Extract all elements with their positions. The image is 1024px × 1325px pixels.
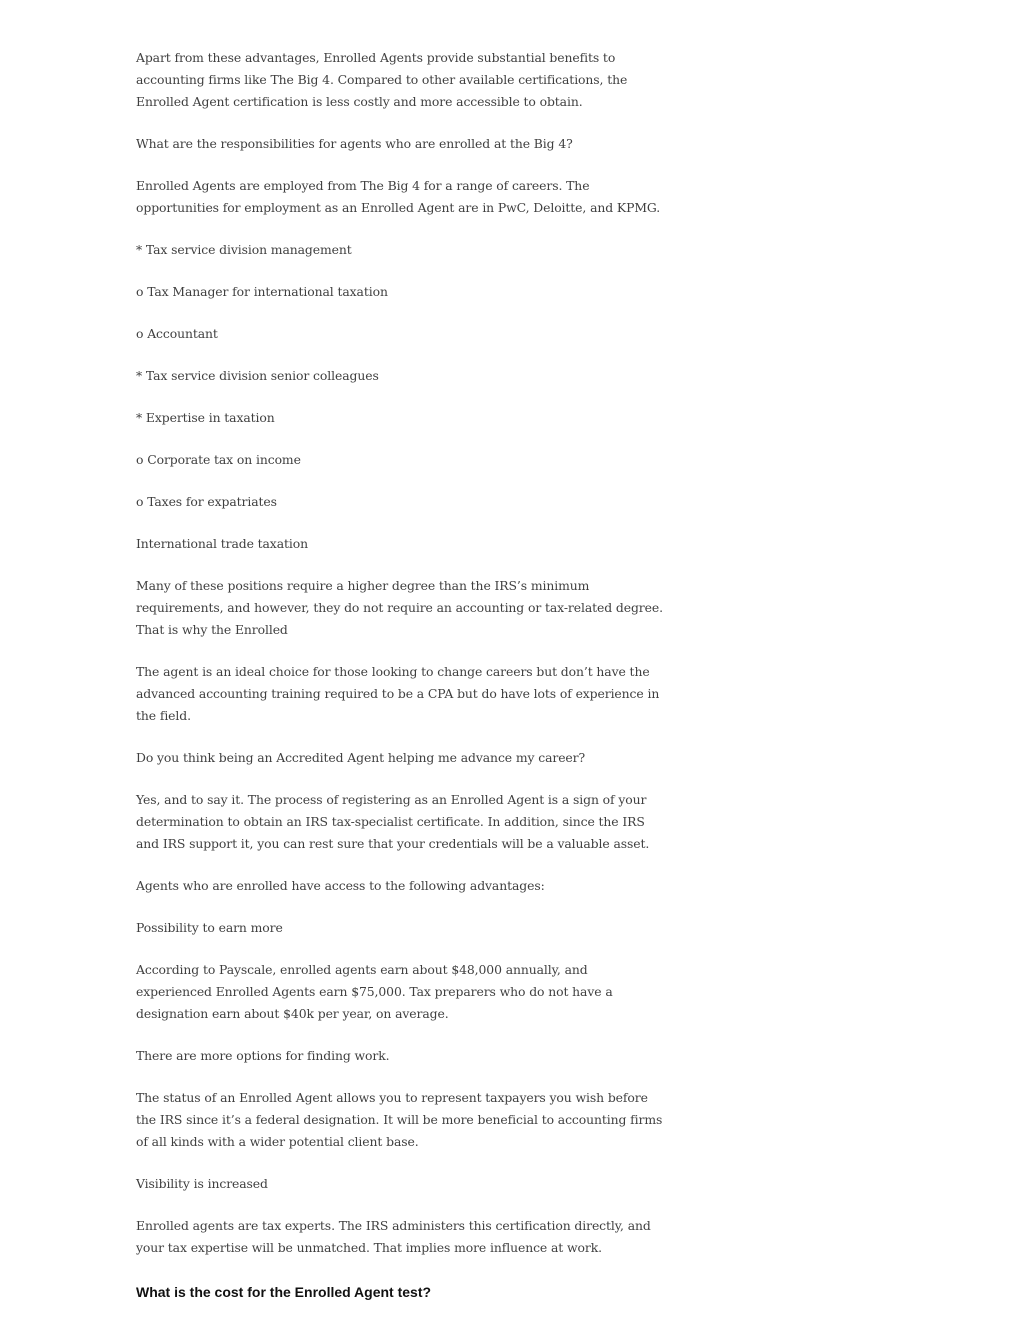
list-item-international-trade: International trade taxation [136,536,308,551]
paragraph-earn-more: Possibility to earn more [136,920,283,935]
paragraph-payscale-earnings: According to Payscale, enrolled agents earn about $48,000 annually, and experienced Enrolled Agents earn $75,000. Tax preparers who do not have a designation earn about $40k per year, on average. [136,962,613,1021]
list-item-tax-division-management: * Tax service division management [136,242,352,257]
list-item-expatriate-taxes: o Taxes for expatriates [136,494,277,509]
list-item-taxation-expertise: * Expertise in taxation [136,410,275,425]
paragraph-big4-careers: Enrolled Agents are employed from The Big 4 for a range of careers. The opportunities for employment as an Enrolled Agent are in PwC, Deloitte, and KPMG. [136,178,661,215]
paragraph-degree-requirements: Many of these positions require a higher degree than the IRS’s minimum requirements, and however, they do not require an accounting or tax-related degree. That is why the Enrolled [136,578,663,637]
paragraph-tax-experts: Enrolled agents are tax experts. The IRS administers this certification directly, and your tax expertise will be unmatched. That implies more influence at work. [136,1218,651,1255]
list-item-accountant: o Accountant [136,326,218,341]
paragraph-big4-advantages: Apart from these advantages, Enrolled Agents provide substantial benefits to accounting firms like The Big 4. Compared to other available certifications, the Enrolled Agent certification is less costly and more accessible to obtain. [136,50,628,109]
paragraph-visibility: Visibility is increased [136,1176,268,1191]
paragraph-advance-career-question: Do you think being an Accredited Agent helping me advance my career? [136,750,586,765]
paragraph-advantages-intro: Agents who are enrolled have access to the following advantages: [136,878,545,893]
section-heading-test-cost: What is the cost for the Enrolled Agent test? [136,1284,432,1300]
article-body [136,47,666,1303]
paragraph-responsibilities-question: What are the responsibilities for agents who are enrolled at the Big 4? [136,136,573,151]
list-item-tax-manager-international: o Tax Manager for international taxation [136,284,388,299]
paragraph-career-change: The agent is an ideal choice for those looking to change careers but don’t have the advanced accounting training required to be a CPA but do have lots of experience in the field. [136,664,660,723]
list-item-senior-colleagues: * Tax service division senior colleagues [136,368,379,383]
paragraph-federal-designation: The status of an Enrolled Agent allows you to represent taxpayers you wish before the IRS since it’s a federal designation. It will be more beneficial to accounting firms of all kinds with a wider potential client base. [136,1090,663,1149]
paragraph-more-work-options: There are more options for finding work. [136,1048,390,1063]
list-item-corporate-tax: o Corporate tax on income [136,452,301,467]
paragraph-registration-determination: Yes, and to say it. The process of registering as an Enrolled Agent is a sign of your determination to obtain an IRS tax-specialist certificate. In addition, since the IRS and IRS support it, you can rest sure that your credentials will be a valuable asset. [136,792,650,851]
